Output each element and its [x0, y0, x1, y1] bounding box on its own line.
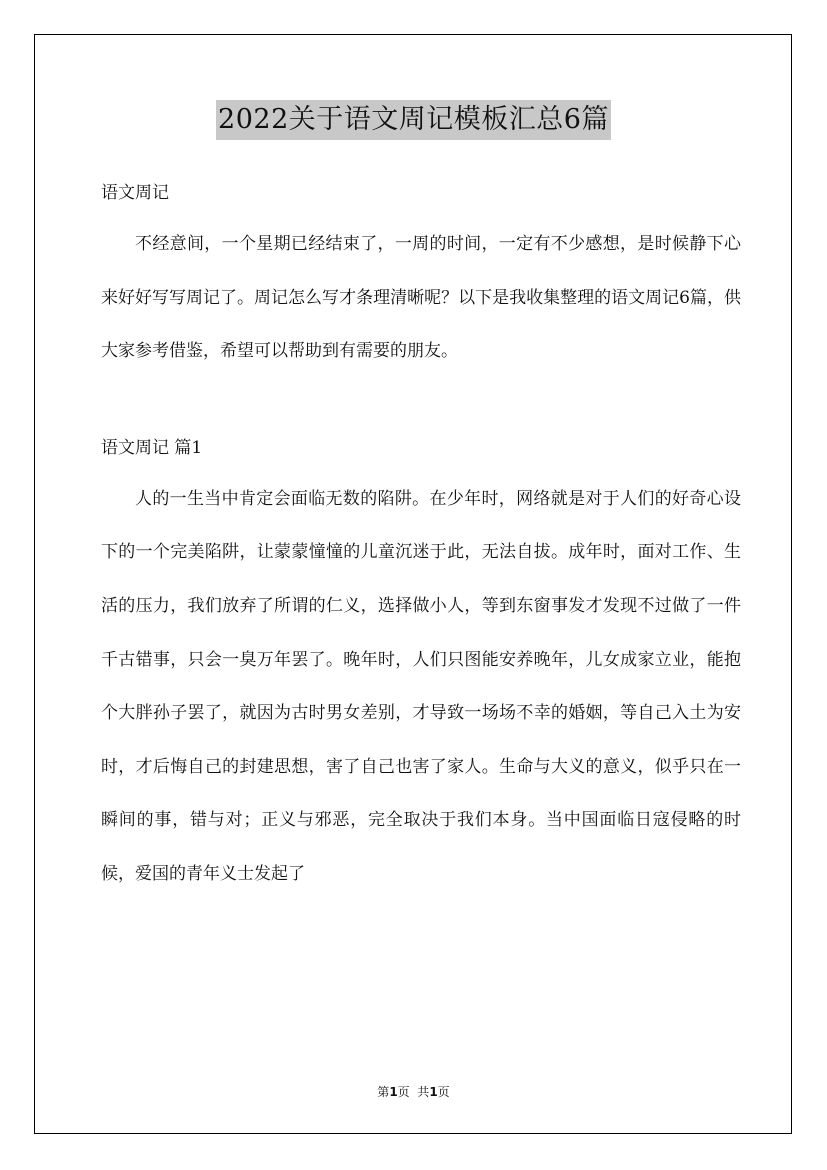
title-container — [0, 100, 827, 140]
document-title: 2022关于语文周记模板汇总6篇 — [216, 100, 611, 140]
footer-mid: 页 共 — [397, 1085, 430, 1099]
footer-suffix: 页 — [437, 1085, 450, 1099]
footer-page-number: 1 — [389, 1085, 398, 1099]
article-heading: 语文周记 篇1 — [101, 437, 203, 458]
intro-paragraph: 不经意间，一个星期已经结束了，一周的时间，一定有不少感想，是时候静下心来好好写写周记了。周记怎么写才条理清晰呢？以下是我收集整理的语文周记6篇，供大家参考借鉴，希望可以帮助到有需要的朋友。 — [101, 234, 741, 362]
page-footer — [0, 1084, 827, 1100]
section-heading: 语文周记 — [101, 183, 169, 203]
footer-prefix: 第 — [377, 1085, 390, 1099]
footer-total-pages: 1 — [429, 1085, 438, 1099]
document-body — [101, 168, 741, 902]
paragraph-spacer — [101, 379, 741, 423]
body-paragraph: 人的一生当中肯定会面临无数的陷阱。在少年时，网络就是对于人们的好奇心设下的一个完美陷阱，让蒙蒙憧憧的儿童沉迷于此，无法自拔。成年时，面对工作、生活的压力，我们放弃了所谓的仁义，选择做小人，等到东窗事发才发现不过做了一件千古错事，只会一臭万年罢了。晚年时，人们只图能安养晚年，儿女成家立业，能抱个大胖孙子罢了，就因为古时男女差别，才导致一场场不幸的婚姻，等自己入土为安时，才后悔自己的封建思想，害了自己也害了家人。生命与大义的意义，似乎只在一瞬间的事，错与对；正义与邪恶，完全取决于我们本身。当中国面临日寇侵略的时候，爱国的青年义士发起了 — [101, 488, 741, 884]
